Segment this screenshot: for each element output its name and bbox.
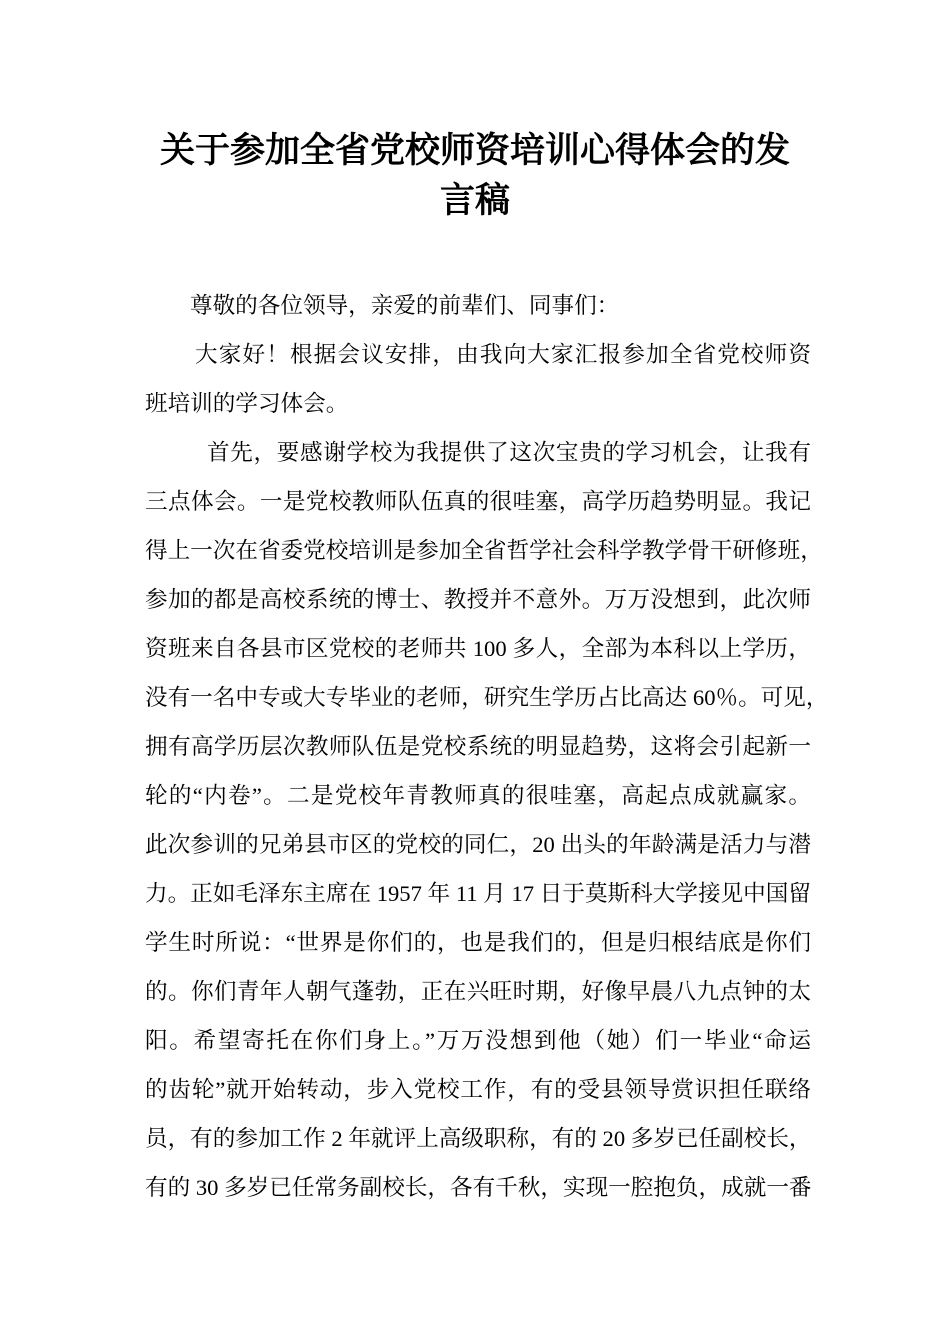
text-line: 此次参训的兄弟县市区的党校的同仁，20 出头的年龄满是活力与潜 <box>145 832 811 857</box>
text-line: 拥有高学历层次教师队伍是党校系统的明显趋势，这将会引起新一 <box>145 734 811 759</box>
text-line: 轮的“内卷”。二是党校年青教师真的很哇塞，高起点成就赢家。 <box>145 783 811 808</box>
text-line: 没有一名中专或大专毕业的老师，研究生学历占比高达 60％。可见， <box>145 685 829 710</box>
text-line: 三点体会。一是党校教师队伍真的很哇塞，高学历趋势明显。我记 <box>145 489 811 514</box>
document-body <box>145 281 829 1212</box>
title-line-1: 关于参加全省党校师资培训心得体会的发 <box>159 131 790 170</box>
text-line: 大家好！根据会议安排，由我向大家汇报参加全省党校师资 <box>195 342 811 367</box>
text-line: 学生时所说：“世界是你们的，也是我们的，但是归根结底是你们 <box>145 930 811 955</box>
title-line-2: 言稿 <box>439 181 510 220</box>
paragraph <box>145 281 811 330</box>
text-line: 的。你们青年人朝气蓬勃，正在兴旺时期，好像早晨八九点钟的太 <box>145 979 811 1004</box>
document-title <box>140 126 810 226</box>
text-line: 首先，要感谢学校为我提供了这次宝贵的学习机会，让我有 <box>207 440 811 465</box>
text-line: 的齿轮”就开始转动，步入党校工作，有的受县领导赏识担任联络 <box>145 1077 811 1102</box>
text-line: 员，有的参加工作 2 年就评上高级职称，有的 20 多岁已任副校长， <box>145 1126 812 1151</box>
text-line: 有的 30 多岁已任常务副校长，各有千秋，实现一腔抱负，成就一番 <box>145 1175 812 1200</box>
text-line: 阳。希望寄托在你们身上。”万万没想到他（她）们一毕业“命运 <box>145 1028 811 1053</box>
text-line: 资班来自各县市区党校的老师共 100 多人，全部为本科以上学历， <box>145 636 811 661</box>
paragraph <box>145 330 811 428</box>
text-line: 得上一次在省委党校培训是参加全省哲学社会科学教学骨干研修班， <box>145 538 823 563</box>
text-line: 参加的都是高校系统的博士、教授并不意外。万万没想到，此次师 <box>145 587 811 612</box>
paragraph <box>145 428 829 1212</box>
text-line: 班培训的学习体会。 <box>145 391 349 416</box>
text-line: 力。正如毛泽东主席在 1957 年 11 月 17 日于莫斯科大学接见中国留 <box>145 881 811 906</box>
text-line: 尊敬的各位领导，亲爱的前辈们、同事们： <box>190 293 620 318</box>
